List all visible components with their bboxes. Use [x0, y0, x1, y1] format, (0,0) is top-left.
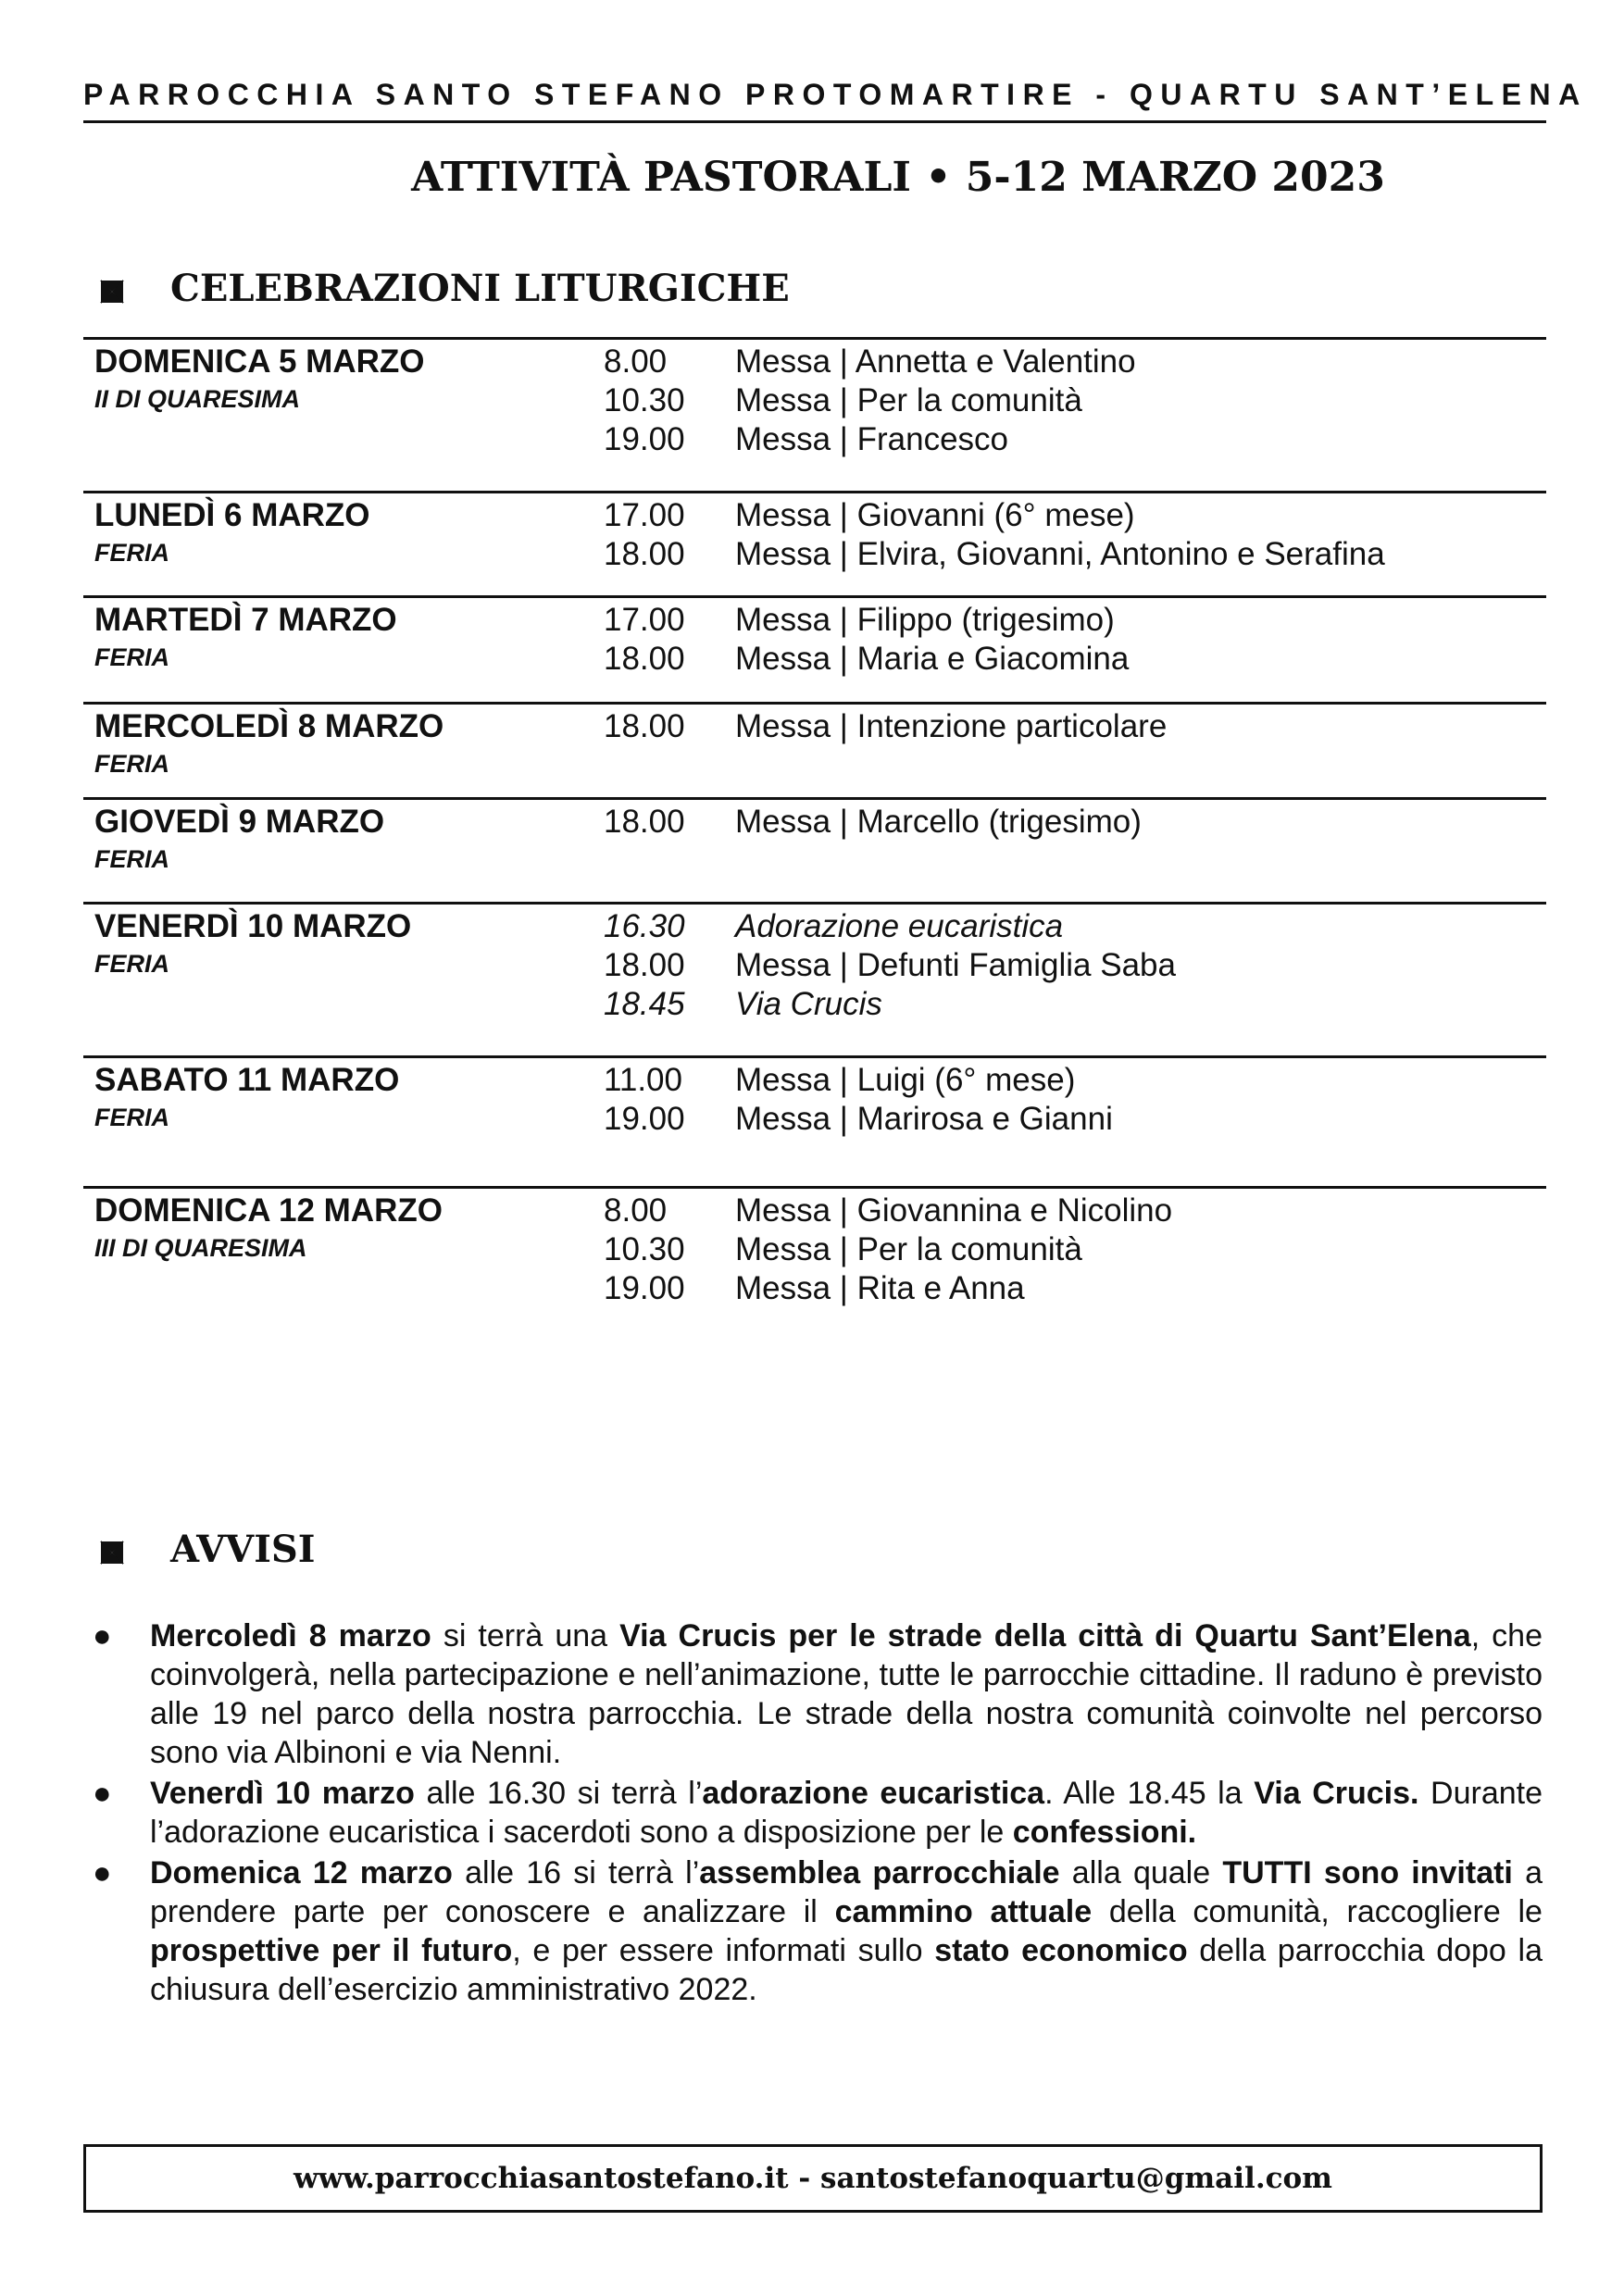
notice-emphasis: Mercoledì 8 marzo	[150, 1618, 431, 1653]
notice-text: alla quale	[1059, 1855, 1223, 1890]
day-name: MERCOLEDÌ 8 MARZO	[94, 708, 444, 744]
day-liturgical-note: FERIA	[94, 539, 169, 567]
notice-text: della parrocchia dopo la chiusura dell’esercizio amministrativo 2022.	[150, 1933, 1543, 2007]
notice-text: della comunità, raccogliere le	[1092, 1894, 1543, 1929]
day-name: DOMENICA 12 MARZO	[94, 1192, 443, 1229]
day-name: GIOVEDÌ 9 MARZO	[94, 804, 385, 840]
event-time: 17.00	[604, 602, 685, 638]
hourglass-star-icon	[98, 278, 126, 306]
day-name: DOMENICA 5 MARZO	[94, 343, 425, 380]
notice-item	[93, 1853, 1543, 2009]
event-time: 11.00	[604, 1062, 682, 1098]
day-liturgical-note: FERIA	[94, 1104, 169, 1131]
event-time: 19.00	[604, 1101, 685, 1137]
event-description: Messa | Marirosa e Gianni	[735, 1101, 1113, 1137]
event-description: Messa | Defunti Famiglia Saba	[735, 947, 1176, 983]
hourglass-star-icon	[98, 1539, 126, 1566]
notice-emphasis: assemblea parrocchiale	[699, 1855, 1060, 1890]
notice-text: alle 16.30 si terrà l’	[414, 1776, 703, 1811]
event-description: Messa | Per la comunità	[735, 1231, 1082, 1267]
schedule-day	[83, 702, 1546, 797]
event-time: 18.00	[604, 804, 685, 840]
day-name: SABATO 11 MARZO	[94, 1062, 400, 1098]
notice-item	[93, 1774, 1543, 1852]
day-liturgical-note: III DI QUARESIMA	[94, 1234, 307, 1262]
notices-list	[93, 1616, 1543, 2011]
bullet-icon: ●	[93, 1776, 112, 1811]
day-liturgical-note: FERIA	[94, 845, 169, 873]
event-description: Messa | Elvira, Giovanni, Antonino e Serafina	[735, 536, 1385, 572]
day-liturgical-note: FERIA	[94, 643, 169, 671]
event-time: 18.00	[604, 641, 685, 677]
event-description: Messa | Giovanni (6° mese)	[735, 497, 1135, 533]
day-liturgical-note: FERIA	[94, 750, 169, 778]
notice-emphasis: stato economico	[934, 1933, 1188, 1968]
parish-header: PARROCCHIA SANTO STEFANO PROTOMARTIRE - QUARTU SANT’ELENA	[83, 78, 1588, 111]
event-time: 8.00	[604, 1192, 668, 1229]
event-time: 10.30	[604, 1231, 685, 1267]
notice-text: alle 16 si terrà l’	[452, 1855, 700, 1890]
schedule-day	[83, 491, 1546, 595]
event-time: 18.00	[604, 536, 685, 572]
notice-text: , e per essere informati sullo	[512, 1933, 935, 1968]
day-liturgical-note: FERIA	[94, 950, 169, 978]
notice-text: a prendere parte per conoscere e analizzare il	[150, 1855, 1543, 1929]
notice-emphasis: prospettive per il futuro	[150, 1933, 513, 1968]
event-time: 18.45	[604, 986, 685, 1022]
bullet-icon: ●	[93, 1618, 112, 1653]
notice-emphasis: adorazione eucaristica	[702, 1776, 1045, 1811]
notice-emphasis: confessioni.	[1012, 1815, 1197, 1850]
section-notices-label: AVVISI	[170, 1528, 316, 1571]
schedule-day	[83, 797, 1546, 902]
notice-emphasis: cammino attuale	[834, 1894, 1093, 1929]
section-liturgy-label: CELEBRAZIONI LITURGICHE	[170, 267, 790, 310]
event-description: Via Crucis	[735, 986, 882, 1022]
schedule-day	[83, 595, 1546, 702]
day-liturgical-note: II DI QUARESIMA	[94, 385, 301, 413]
event-time: 18.00	[604, 708, 685, 744]
footer-contact: www.parrocchiasantostefano.it - santostefanoquartu@gmail.com	[294, 2162, 1332, 2195]
event-description: Adorazione eucaristica	[735, 908, 1064, 944]
event-description: Messa | Rita e Anna	[735, 1270, 1025, 1306]
notice-text: , che coinvolgerà, nella partecipazione e nell’animazione, tutte le parrocchie cittadine. Il raduno è previsto alle 19 nel parco della nostra parrocchia. Le strade della nostra comunità coinvolte nel percorso sono via Albinoni e via Nenni.	[150, 1618, 1543, 1770]
page-title: ATTIVITÀ PASTORALI • 5-12 MARZO 2023	[411, 154, 1385, 201]
event-time: 17.00	[604, 497, 685, 533]
event-time: 19.00	[604, 1270, 685, 1306]
event-time: 10.30	[604, 382, 685, 418]
notice-text: si terrà una	[431, 1618, 620, 1653]
notice-emphasis: TUTTI sono invitati	[1222, 1855, 1513, 1890]
event-description: Messa | Francesco	[735, 421, 1009, 457]
event-description: Messa | Marcello (trigesimo)	[735, 804, 1142, 840]
notice-emphasis: Via Crucis.	[1254, 1776, 1419, 1811]
event-description: Messa | Filippo (trigesimo)	[735, 602, 1115, 638]
notice-text: . Alle 18.45 la	[1044, 1776, 1255, 1811]
event-time: 8.00	[604, 343, 668, 380]
notice-emphasis: Via Crucis per le strade della città di Quartu Sant’Elena	[619, 1618, 1471, 1653]
event-description: Messa | Per la comunità	[735, 382, 1082, 418]
bullet-icon: ●	[93, 1855, 112, 1890]
event-time: 19.00	[604, 421, 685, 457]
liturgy-schedule	[83, 337, 1546, 1337]
schedule-day	[83, 1055, 1546, 1186]
event-time: 16.30	[604, 908, 685, 944]
day-name: LUNEDÌ 6 MARZO	[94, 497, 370, 533]
notice-item	[93, 1616, 1543, 1772]
event-time: 18.00	[604, 947, 685, 983]
header-divider	[83, 120, 1546, 123]
event-description: Messa | Luigi (6° mese)	[735, 1062, 1076, 1098]
day-name: VENERDÌ 10 MARZO	[94, 908, 412, 944]
notice-emphasis: Venerdì 10 marzo	[150, 1776, 415, 1811]
event-description: Messa | Giovannina e Nicolino	[735, 1192, 1173, 1229]
notice-text: Durante l’adorazione eucaristica i sacerdoti sono a disposizione per le	[150, 1776, 1543, 1850]
schedule-day	[83, 1186, 1546, 1337]
event-description: Messa | Intenzione particolare	[735, 708, 1168, 744]
schedule-day	[83, 902, 1546, 1055]
event-description: Messa | Maria e Giacomina	[735, 641, 1130, 677]
event-description: Messa | Annetta e Valentino	[735, 343, 1136, 380]
day-name: MARTEDÌ 7 MARZO	[94, 602, 397, 638]
footer-contact-box	[83, 2144, 1543, 2213]
notice-emphasis: Domenica 12 marzo	[150, 1855, 453, 1890]
schedule-day	[83, 337, 1546, 491]
